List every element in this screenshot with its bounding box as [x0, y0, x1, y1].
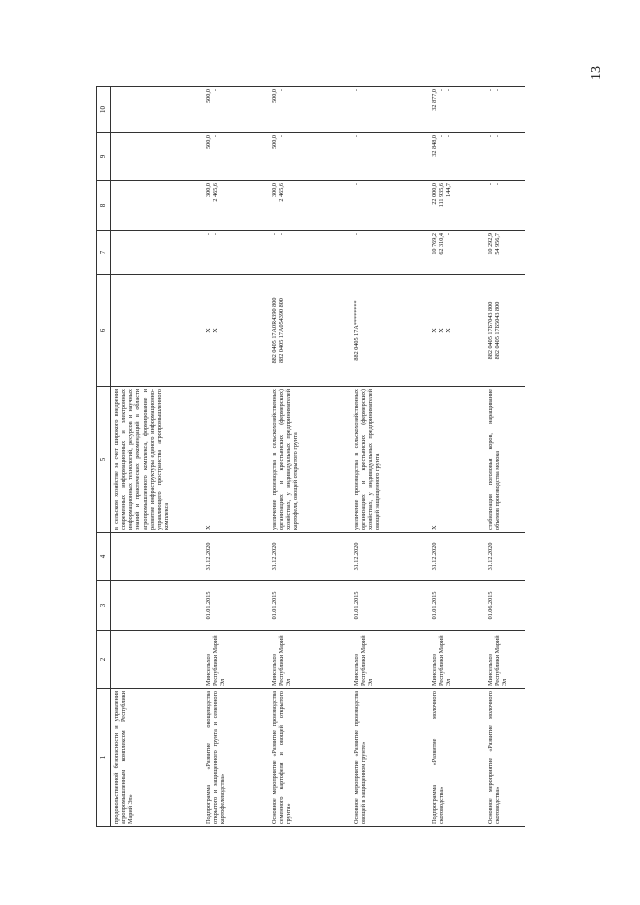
table-row: [111, 87, 203, 827]
header-cell: 2: [97, 631, 111, 689]
table-cell: [111, 581, 203, 631]
table-cell: - -: [203, 231, 269, 275]
table-cell: продовольственной безопасности и управления агропромышленным комплексом Республики Марий Эл»: [111, 689, 203, 827]
table-cell: 01.01.2015: [429, 581, 485, 631]
table-cell: 32 877,0 - -: [429, 87, 485, 133]
table-cell: -: [351, 181, 429, 231]
table-cell: - -: [269, 231, 351, 275]
table-cell: Х: [429, 387, 485, 533]
header-cell: 8: [97, 181, 111, 231]
table-cell: 500,0 -: [203, 133, 269, 181]
table-cell: Основное мероприятие «Развитие производства семенного картофеля и овощей открытого грунта»: [269, 689, 351, 827]
table-cell: [111, 533, 203, 581]
table-cell: 22 000,0 111 935,6 144,7: [429, 181, 485, 231]
table-cell: Минсельхоз Республики Марий Эл: [429, 631, 485, 689]
table-row: [485, 87, 525, 827]
table-cell: Минсельхоз Республики Марий Эл: [269, 631, 351, 689]
table-cell: Подпрограмма «Развитие овощеводства открытого и защищенного грунта и семенного картофелеводства»: [203, 689, 269, 827]
table-cell: стабилизация поголовья коров, наращивание объемов производства молока: [485, 387, 525, 533]
header-cell: 6: [97, 275, 111, 387]
table-cell: Основное мероприятие «Развитие молочного скотоводства»: [485, 689, 525, 827]
table-cell: Основное мероприятие «Развитие производства овощей в защищенном грунте»: [351, 689, 429, 827]
table-cell: - -: [485, 133, 525, 181]
table-cell: увеличение производства в сельскохозяйственных организациях и крестьянских (фермерских) хозяйствах, у индивидуальных предпринимателей овощей защищенного грунта: [351, 387, 429, 533]
table-cell: 31.12.2020: [429, 533, 485, 581]
table-cell: Х: [203, 387, 269, 533]
table-cell: [111, 231, 203, 275]
table-cell: 500,0 -: [269, 133, 351, 181]
table-cell: 32 848,0 - -: [429, 133, 485, 181]
table-row: [429, 87, 485, 827]
table-cell: увеличение производства в сельскохозяйственных организациях и крестьянских (фермерских) хозяйствах, у индивидуальных предпринимателей картофеля, овощей открытого грунта: [269, 387, 351, 533]
table-cell: - -: [485, 181, 525, 231]
table-cell: 500,0 -: [203, 87, 269, 133]
table-cell: Х Х Х: [429, 275, 485, 387]
table-cell: [111, 631, 203, 689]
table-cell: Минсельхоз Республики Марий Эл: [485, 631, 525, 689]
table-cell: 01.01.2015: [203, 581, 269, 631]
header-cell: 9: [97, 133, 111, 181]
header-cell: 5: [97, 387, 111, 533]
table-cell: Подпрограмма «Развитие молочного скотоводства»: [429, 689, 485, 827]
table-cell: -: [351, 231, 429, 275]
table-cell: 882 0405 17Б7043 800 882 0405 17Б5043 800: [485, 275, 525, 387]
table-cell: 01.01.2015: [269, 581, 351, 631]
table-cell: 31.12.2020: [351, 533, 429, 581]
table-cell: -: [351, 87, 429, 133]
table-cell: 01.01.2015: [351, 581, 429, 631]
table-cell: 10 769,2 62 310,4 -: [429, 231, 485, 275]
table-cell: Минсельхоз Республики Марий Эл: [203, 631, 269, 689]
table-cell: - -: [485, 87, 525, 133]
table-cell: 31.12.2020: [269, 533, 351, 581]
header-row: [97, 87, 111, 827]
table-cell: 01.06.2015: [485, 581, 525, 631]
table-cell: 10 292,9 54 956,7: [485, 231, 525, 275]
table-cell: Х Х: [203, 275, 269, 387]
table-cell: [111, 275, 203, 387]
header-cell: 3: [97, 581, 111, 631]
table-cell: [111, 133, 203, 181]
program-table: [96, 86, 525, 827]
table-row: [203, 87, 269, 827]
table-cell: [111, 87, 203, 133]
table-cell: 31.12.2020: [485, 533, 525, 581]
header-cell: 4: [97, 533, 111, 581]
table-cell: 31.12.2020: [203, 533, 269, 581]
table-cell: 300,0 2 465,6: [203, 181, 269, 231]
rotated-table-container: [96, 87, 516, 827]
table-cell: Минсельхоз Республики Марий Эл: [351, 631, 429, 689]
table-row: [351, 87, 429, 827]
table-cell: -: [351, 133, 429, 181]
header-cell: 7: [97, 231, 111, 275]
table-cell: в сельском хозяйстве за счет широкого внедрения современных информационных и электронных информационных технологий, ресурсов и научных знаний и практических рекомендаций в области агропромышленного комплекса, формирование и развитие инфраструктуры единого информационно-управляющего пространства агропромышленного комплекса: [111, 387, 203, 533]
table-cell: 500,0 -: [269, 87, 351, 133]
page-number: 13: [589, 66, 604, 80]
table-cell: 882 0405 17А********: [351, 275, 429, 387]
table-cell: [111, 181, 203, 231]
table-cell: 882 0405 17А0R4390 800 882 0405 17А054390 800: [269, 275, 351, 387]
header-cell: 1: [97, 689, 111, 827]
table-row: [269, 87, 351, 827]
table-cell: 300,0 2 465,6: [269, 181, 351, 231]
header-cell: 10: [97, 87, 111, 133]
